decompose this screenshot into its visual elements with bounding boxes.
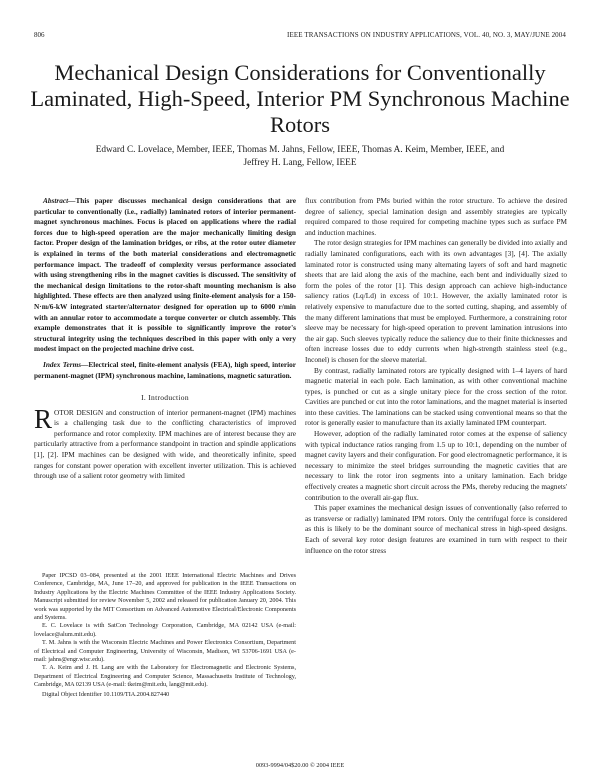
drop-cap: R bbox=[34, 403, 53, 434]
body-paragraph-2: The rotor design strategies for IPM machines can generally be divided into axially and radially laminated configurations, each with its own advantages [3], [4]. The axially laminated rotor is constructed using many alternating layers of soft and hard magnetic sheets that are laid along the axis of the machine, each bent and individually sized to form the poles of the rotor [1]. This design approach can achieve high-inductance saliency ratios (Lq/Ld) in excess of 10:1. However, the axially laminated rotor is relatively expensive to manufacture due to the sorted cutting, shaping, and assembly of the many different laminations that must be employed. Furthermore, a constraining rotor sleeve may be necessary for high-speed operation to prevent lamination intrusions into the air gap. Such sleeves typically reduce the saliency due to their finite thicknesses and often increase losses due to eddy currents when high-strength stainless steel (e.g., Inconel) is chosen for the sleeve material. bbox=[305, 238, 567, 364]
right-column bbox=[305, 196, 567, 556]
journal-header: IEEE TRANSACTIONS ON INDUSTRY APPLICATIONS, VOL. 40, NO. 3, MAY/JUNE 2004 bbox=[287, 31, 566, 39]
body-paragraph-4: However, adoption of the radially laminated rotor comes at the expense of saliency with typical inductance ratios ranging from 1.5 up to 10:1, depending on the number of magnet cavity layers and their configuration. For good electromagnetic performance, it is necessary to minimize the steel bridges surrounding the magnetic cavities that are necessary to link the rotor iron segments into a unitary lamination. Each bridge effectively creates a magnetic short circuit across the PMs, thereby reducing the magnets' contribution to the overall air-gap flux. bbox=[305, 429, 567, 502]
footnote-lovelace: E. C. Lovelace is with SatCon Technology Corporation, Cambridge, MA 02142 USA (e-mail: lovelace@alum.mit.edu). bbox=[34, 622, 296, 638]
left-column bbox=[34, 196, 296, 482]
abstract-label: Abstract— bbox=[43, 196, 76, 205]
author-line-2: Jeffrey H. Lang, Fellow, IEEE bbox=[243, 158, 357, 168]
body-paragraph-1: flux contribution from PMs buried within the rotor structure. To achieve the desired degree of saliency, special lamination design and assembly strategies are typically required compared to those required for competing machine types such as surface PM and induction machines. bbox=[305, 196, 567, 237]
author-list bbox=[30, 144, 570, 170]
index-terms-label: Index Terms— bbox=[43, 359, 89, 369]
abstract-text: This paper discusses mechanical design considerations that are particular to conventionally (i.e., radially) laminated rotors of interior permanent-magnet synchronous machines. Focus is placed on applications where the radial forces due to high-speed operation are the major mechanically limiting design factor. Proper design of the lamination bridges, or ribs, at the rotor outer diameter is explained in terms of the both material considerations and electromagnetic performance impact. The tradeoff of complexity versus performance associated with using strengthening ribs in the magnet cavities is discussed. The sensitivity of the mechanical design limitations to the rotor-shaft mounting mechanism is also highlighted. These effects are then analyzed using finite-element analysis for a 150-N·m/6-kW integrated starter/alternator designed for operation up to 6000 r/min with an annular rotor to accommodate a torque converter or clutch assembly. This example demonstrates that it is possible to significantly improve the rotor's structural integrity using the techniques described in this paper with only a very modest impact on the projected machine drive cost. bbox=[34, 196, 296, 354]
doi: Digital Object Identifier 10.1109/TIA.2004.827440 bbox=[42, 690, 170, 698]
index-terms-text: Electrical steel, finite-element analysis (FEA), high speed, interior permanent-magnet (IPM) synchronous machine, laminations, magnetic saturation. bbox=[34, 359, 297, 380]
index-terms bbox=[34, 360, 296, 381]
body-paragraph-3: By contrast, radially laminated rotors are typically designed with 1–4 layers of hard magnetic material in each pole. Each lamination, as with other conventional machine types, is punched or cut as a single unitary piece for the cross section of the rotor. Cavities are punched or cut into the rotor laminations, and the magnet material is inserted into these cavities. The laminations can be stacked using conventional means so that the rotor is generally easier to manufacture than its axially laminated IPM counterpart. bbox=[305, 365, 567, 428]
abstract bbox=[34, 196, 296, 355]
page-number: 806 bbox=[34, 31, 45, 39]
author-line-1: Edward C. Lovelace, Member, IEEE, Thomas M. Jahns, Fellow, IEEE, Thomas A. Keim, Member, IEEE, and bbox=[95, 145, 505, 155]
footnote-publication: Paper IPCSD 03–084, presented at the 2001 IEEE International Electric Machines and Drives Conference, Cambridge, MA, June 17–20, and approved for publication in the IEEE Transactions on Industry Applications by the Electric Machines Committee of the IEEE Industry Applications Society. Manuscript submitted for review November 5, 2002 and released for publication January 20, 2004. This work was supported by the MIT Consortium on Advanced Automotive Electrical/Electronic Components and Systems. bbox=[34, 572, 296, 622]
section-heading-introduction: I. Introduction bbox=[141, 393, 189, 403]
intro-paragraph bbox=[34, 403, 296, 482]
footnote-keim-lang: T. A. Keim and J. H. Lang are with the Laboratory for Electromagnetic and Electronic Systems, Department of Electrical Engineering and Computer Science, Massachusetts Institute of Technology, Cambridge, MA 02139 USA (e-mail: tkeim@mit.edu, lang@mit.edu). bbox=[34, 664, 296, 689]
body-paragraph-5: This paper examines the mechanical design issues of conventionally (also referred to as transverse or radially) laminated IPM rotors. Only the centrifugal force is considered as this is likely to be the dominant source of mechanical stress in high-speed designs. Each of several key rotor design features are examined in turn with respect to their influence on the rotor stress bbox=[305, 503, 567, 555]
footnote-jahns: T. M. Jahns is with the Wisconsin Electric Machines and Power Electronics Consortium, Department of Electrical and Computer Engineering, University of Wisconsin, Madison, WI 53706-1691 USA (e-mail: jahns@engr.wisc.edu). bbox=[34, 639, 296, 664]
footnotes bbox=[34, 572, 296, 699]
intro-text: OTOR DESIGN and construction of interior permanent-magnet (IPM) machines is a challenging task due to the conflicting characteristics of improved performance and rotor complexity. IPM machines are of interest because they are particularly attractive from a performance standpoint in traction and spindle applications [1], [2]. IPM machines can be designed with wide, and theoretically infinite, speed ranges for constant power operation with excellent inverter utilization. This is achieved through use of a salient rotor geometry with limited bbox=[34, 407, 296, 481]
running-header bbox=[34, 31, 566, 41]
copyright-footer: 0093-9994/04$20.00 © 2004 IEEE bbox=[255, 762, 345, 769]
paper-title: Mechanical Design Considerations for Conventionally Laminated, High-Speed, Interior PM Synchronous Machine Rotors bbox=[30, 60, 570, 137]
